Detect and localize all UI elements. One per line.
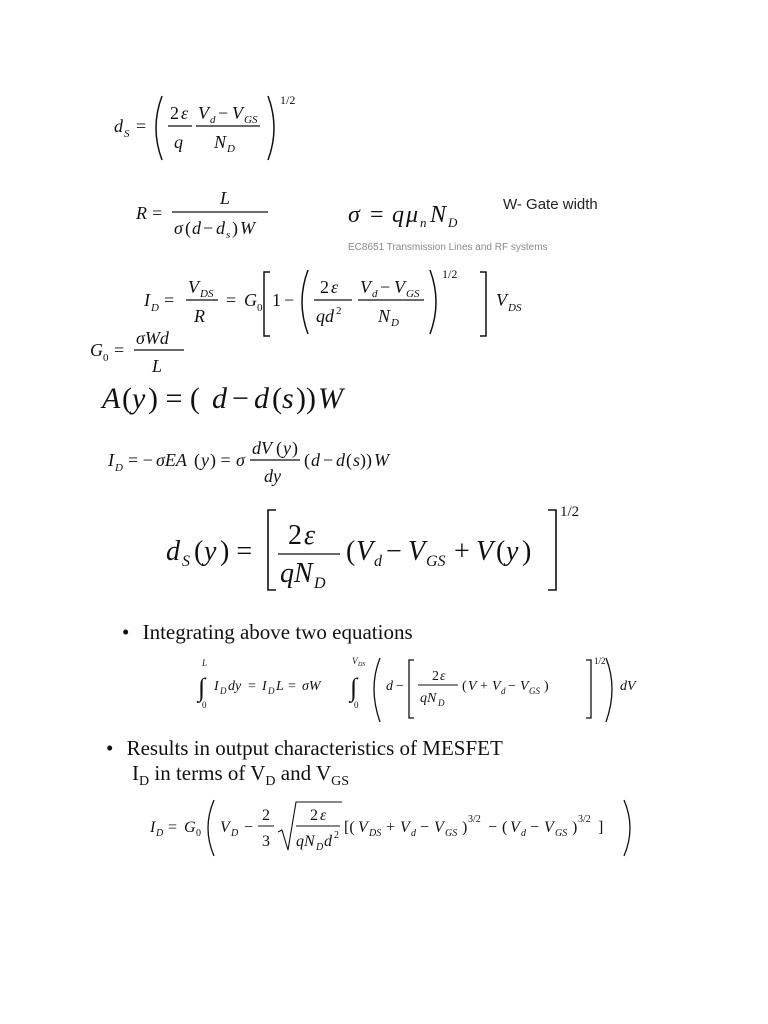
svg-text:D: D bbox=[268, 686, 275, 696]
svg-text:−: − bbox=[232, 382, 249, 415]
svg-text:σ: σ bbox=[236, 450, 245, 470]
svg-text:) = (: ) = ( bbox=[148, 382, 200, 415]
svg-text:L: L bbox=[202, 658, 208, 668]
svg-text:(: ( bbox=[272, 382, 282, 415]
svg-text:D: D bbox=[316, 842, 324, 853]
svg-text:qd: qd bbox=[316, 306, 334, 326]
svg-text:−: − bbox=[244, 819, 254, 836]
svg-text:GS: GS bbox=[244, 114, 258, 126]
svg-text:S: S bbox=[124, 128, 130, 140]
svg-text:): ) bbox=[232, 218, 238, 238]
svg-text:(: ( bbox=[304, 450, 310, 470]
svg-text:y: y bbox=[283, 438, 291, 458]
svg-text:dV: dV bbox=[620, 679, 636, 694]
svg-text:V: V bbox=[434, 819, 444, 836]
svg-text:): ) bbox=[544, 679, 549, 694]
svg-text:d: d bbox=[386, 679, 393, 694]
svg-text:2: 2 bbox=[310, 807, 318, 824]
svg-text:−: − bbox=[380, 277, 391, 297]
svg-text:N: N bbox=[378, 306, 391, 326]
svg-text:−: − bbox=[284, 290, 295, 310]
svg-text:G: G bbox=[184, 819, 196, 836]
svg-text:ε: ε bbox=[331, 277, 339, 297]
svg-text:−: − bbox=[508, 679, 516, 694]
svg-text:) =: ) = bbox=[210, 450, 231, 470]
svg-text:=: = bbox=[164, 290, 175, 310]
svg-text:0: 0 bbox=[196, 828, 201, 839]
svg-text:I: I bbox=[262, 679, 267, 694]
svg-text:y: y bbox=[204, 536, 217, 567]
svg-text:R: R bbox=[136, 203, 147, 223]
svg-text:s: s bbox=[226, 229, 231, 241]
svg-text:S: S bbox=[182, 553, 190, 570]
course-footer: EC8651 Transmission Lines and RF systems bbox=[348, 242, 548, 253]
svg-text:0: 0 bbox=[103, 352, 109, 364]
svg-text:D: D bbox=[220, 686, 227, 696]
svg-text:DS: DS bbox=[508, 302, 522, 314]
svg-text:N: N bbox=[430, 202, 447, 228]
sub-d: D bbox=[139, 774, 150, 790]
svg-text:GS: GS bbox=[445, 828, 458, 839]
svg-text:d: d bbox=[114, 116, 123, 136]
svg-text:V: V bbox=[476, 536, 494, 567]
svg-text:−: − bbox=[218, 103, 229, 123]
svg-text:V: V bbox=[510, 819, 520, 836]
svg-text:−: − bbox=[323, 450, 334, 470]
svg-text:V: V bbox=[468, 679, 477, 694]
svg-text:2: 2 bbox=[288, 520, 302, 551]
equation-output-characteristic bbox=[148, 796, 648, 860]
svg-text:d: d bbox=[324, 833, 332, 850]
svg-text:V: V bbox=[188, 277, 199, 297]
svg-text:μ: μ bbox=[406, 202, 419, 228]
svg-text:D: D bbox=[115, 462, 123, 474]
svg-text:=: = bbox=[136, 116, 147, 136]
bullet-results-line2 bbox=[132, 761, 503, 794]
svg-text:3/2: 3/2 bbox=[468, 814, 481, 825]
sub-gs: GS bbox=[331, 774, 350, 790]
svg-text:(: ( bbox=[194, 536, 204, 567]
svg-text:d: d bbox=[212, 382, 227, 415]
svg-text:L: L bbox=[276, 679, 284, 694]
svg-text:=: = bbox=[248, 679, 256, 694]
svg-text:0: 0 bbox=[354, 700, 359, 710]
svg-text:) =: ) = bbox=[220, 536, 253, 567]
svg-text:−: − bbox=[420, 819, 430, 836]
svg-text:∫: ∫ bbox=[198, 673, 206, 702]
svg-text:y: y bbox=[201, 450, 209, 470]
svg-text:σ: σ bbox=[174, 218, 183, 238]
svg-text:V: V bbox=[220, 819, 230, 836]
svg-text:D: D bbox=[314, 575, 326, 592]
svg-text:V: V bbox=[400, 819, 410, 836]
svg-text:+: + bbox=[386, 819, 396, 836]
svg-text:2: 2 bbox=[170, 103, 179, 123]
svg-text:d: d bbox=[192, 218, 201, 238]
svg-text:−: − bbox=[488, 819, 498, 836]
svg-text:=: = bbox=[226, 290, 237, 310]
svg-text:+: + bbox=[480, 679, 488, 694]
svg-text:(: ( bbox=[346, 450, 352, 470]
svg-text:I: I bbox=[214, 679, 219, 694]
svg-text:0: 0 bbox=[257, 302, 263, 314]
svg-text:G: G bbox=[90, 340, 103, 360]
svg-text:d: d bbox=[311, 450, 320, 470]
equation-resistance bbox=[132, 186, 272, 242]
svg-text:=: = bbox=[370, 202, 384, 228]
svg-text:)): )) bbox=[296, 382, 316, 415]
svg-text:d: d bbox=[166, 536, 180, 567]
svg-text:D: D bbox=[448, 215, 458, 230]
svg-text:d: d bbox=[411, 828, 416, 839]
svg-text:): ) bbox=[462, 819, 468, 836]
svg-text:y: y bbox=[132, 382, 146, 415]
equation-drain-current-field bbox=[104, 436, 464, 488]
svg-text:R: R bbox=[194, 306, 205, 326]
bullet-results-text: Results in output characteristics of MESFET bbox=[126, 736, 503, 760]
bullet-integrating-text: Integrating above two equations bbox=[142, 620, 413, 644]
svg-text:d: d bbox=[521, 828, 526, 839]
svg-text:2: 2 bbox=[432, 669, 439, 684]
svg-text:(: ( bbox=[122, 382, 132, 415]
svg-text:d: d bbox=[501, 686, 506, 696]
equation-conductivity bbox=[346, 196, 486, 236]
svg-text:(: ( bbox=[346, 536, 356, 567]
svg-text:GS: GS bbox=[426, 553, 446, 570]
svg-text:n: n bbox=[420, 215, 427, 230]
svg-text:(: ( bbox=[276, 438, 282, 458]
svg-text:I: I bbox=[144, 290, 150, 310]
bullet-results bbox=[106, 736, 503, 794]
svg-text:]: ] bbox=[598, 819, 604, 836]
svg-text:y: y bbox=[506, 536, 519, 567]
svg-text:q: q bbox=[174, 132, 183, 152]
bullet-dot-icon: • bbox=[106, 736, 114, 760]
svg-text:V: V bbox=[198, 103, 209, 123]
gate-width-note: W- Gate width bbox=[503, 196, 598, 213]
svg-text:V: V bbox=[232, 103, 243, 123]
svg-text:d: d bbox=[216, 218, 225, 238]
bullet-integrating bbox=[122, 620, 413, 645]
svg-text:A: A bbox=[102, 382, 121, 415]
equation-depletion-width bbox=[110, 88, 310, 168]
svg-text:V: V bbox=[496, 290, 507, 310]
svg-text:I: I bbox=[150, 819, 156, 836]
svg-text:V: V bbox=[544, 819, 554, 836]
svg-text:V: V bbox=[492, 679, 501, 694]
text-in-terms: in terms of V bbox=[149, 761, 266, 785]
svg-text:DS: DS bbox=[369, 828, 382, 839]
svg-text:d: d bbox=[254, 382, 269, 415]
svg-text:): ) bbox=[572, 819, 578, 836]
svg-text:0: 0 bbox=[202, 700, 207, 710]
svg-text:q: q bbox=[392, 202, 404, 228]
svg-text:(: ( bbox=[496, 536, 506, 567]
text-and: and V bbox=[275, 761, 332, 785]
equation-g0-definition bbox=[88, 324, 198, 380]
svg-text:σW: σW bbox=[302, 679, 321, 694]
svg-text:σWd: σWd bbox=[136, 328, 169, 348]
svg-text:−: − bbox=[386, 536, 402, 567]
svg-text:W: W bbox=[240, 218, 255, 238]
equation-depletion-width-y bbox=[164, 500, 594, 596]
svg-text:V: V bbox=[520, 679, 529, 694]
svg-text:1/2: 1/2 bbox=[560, 504, 580, 520]
svg-text:dy: dy bbox=[228, 679, 242, 694]
svg-text:1/2: 1/2 bbox=[594, 656, 606, 666]
svg-text:W: W bbox=[318, 382, 343, 415]
svg-text:2: 2 bbox=[334, 830, 339, 841]
svg-text:2: 2 bbox=[262, 807, 270, 824]
svg-text:V: V bbox=[394, 277, 405, 297]
svg-text:d: d bbox=[374, 553, 382, 570]
svg-text:ε: ε bbox=[304, 520, 316, 551]
svg-text:d: d bbox=[336, 450, 345, 470]
svg-text:V: V bbox=[408, 536, 426, 567]
svg-text:L: L bbox=[152, 356, 163, 376]
svg-text:1: 1 bbox=[272, 290, 281, 310]
svg-text:qN: qN bbox=[296, 833, 315, 850]
equation-drain-current-linear bbox=[140, 262, 540, 346]
svg-text:V: V bbox=[360, 277, 371, 297]
svg-text:1/2: 1/2 bbox=[280, 93, 296, 107]
svg-text:= −: = − bbox=[128, 450, 153, 470]
svg-text:s: s bbox=[353, 450, 361, 470]
svg-text:): ) bbox=[292, 438, 298, 458]
svg-text:D: D bbox=[151, 302, 159, 314]
svg-text:=: = bbox=[168, 819, 178, 836]
svg-text:L: L bbox=[220, 188, 231, 208]
svg-text:DS: DS bbox=[200, 288, 214, 300]
svg-text:I: I bbox=[108, 450, 114, 470]
svg-text:V: V bbox=[352, 656, 358, 666]
svg-text:D: D bbox=[231, 828, 239, 839]
svg-text:DS: DS bbox=[358, 662, 366, 668]
svg-text:qN: qN bbox=[280, 558, 313, 589]
svg-text:GS: GS bbox=[555, 828, 568, 839]
svg-text:(: ( bbox=[462, 679, 467, 694]
svg-text:): ) bbox=[522, 536, 532, 567]
equation-integral bbox=[196, 652, 646, 730]
svg-text:GS: GS bbox=[529, 686, 540, 696]
svg-text:dy: dy bbox=[264, 466, 281, 486]
svg-text:=: = bbox=[114, 340, 125, 360]
svg-text:3/2: 3/2 bbox=[578, 814, 591, 825]
svg-text:(: ( bbox=[194, 450, 200, 470]
svg-text:dV: dV bbox=[252, 438, 272, 458]
svg-text:=: = bbox=[152, 203, 163, 223]
svg-text:2: 2 bbox=[320, 277, 329, 297]
svg-text:W: W bbox=[374, 450, 389, 470]
svg-text:d: d bbox=[210, 114, 216, 126]
sub-d2: D bbox=[265, 774, 276, 790]
svg-text:(: ( bbox=[502, 819, 508, 836]
svg-text:D: D bbox=[156, 828, 164, 839]
svg-text:−: − bbox=[396, 679, 404, 694]
svg-text:∫: ∫ bbox=[350, 673, 358, 702]
bullet-results-line1 bbox=[106, 736, 503, 761]
svg-text:ε: ε bbox=[320, 807, 327, 824]
svg-text:ε: ε bbox=[440, 669, 446, 684]
text-i: I bbox=[132, 761, 139, 785]
svg-text:[(: [( bbox=[344, 819, 355, 836]
svg-text:(: ( bbox=[185, 218, 191, 238]
svg-text:2: 2 bbox=[336, 305, 342, 317]
svg-text:V: V bbox=[358, 819, 368, 836]
svg-text:N: N bbox=[214, 132, 227, 152]
svg-text:+: + bbox=[454, 536, 470, 567]
svg-text:s: s bbox=[282, 382, 294, 415]
svg-text:=: = bbox=[288, 679, 296, 694]
svg-text:σEA: σEA bbox=[156, 450, 187, 470]
svg-text:−: − bbox=[530, 819, 540, 836]
svg-text:1/2: 1/2 bbox=[442, 267, 458, 281]
svg-text:)): )) bbox=[360, 450, 372, 470]
svg-text:D: D bbox=[438, 698, 445, 708]
svg-text:GS: GS bbox=[406, 288, 420, 300]
svg-text:3: 3 bbox=[262, 833, 270, 850]
svg-text:V: V bbox=[356, 536, 374, 567]
svg-text:qN: qN bbox=[420, 691, 437, 706]
svg-text:σ: σ bbox=[348, 202, 360, 228]
svg-text:−: − bbox=[203, 218, 214, 238]
svg-text:D: D bbox=[227, 143, 235, 155]
svg-text:G: G bbox=[244, 290, 257, 310]
svg-text:D: D bbox=[391, 317, 399, 329]
svg-text:ε: ε bbox=[181, 103, 189, 123]
equation-area-function bbox=[100, 376, 360, 422]
svg-text:d: d bbox=[372, 288, 378, 300]
bullet-dot-icon: • bbox=[122, 620, 130, 644]
